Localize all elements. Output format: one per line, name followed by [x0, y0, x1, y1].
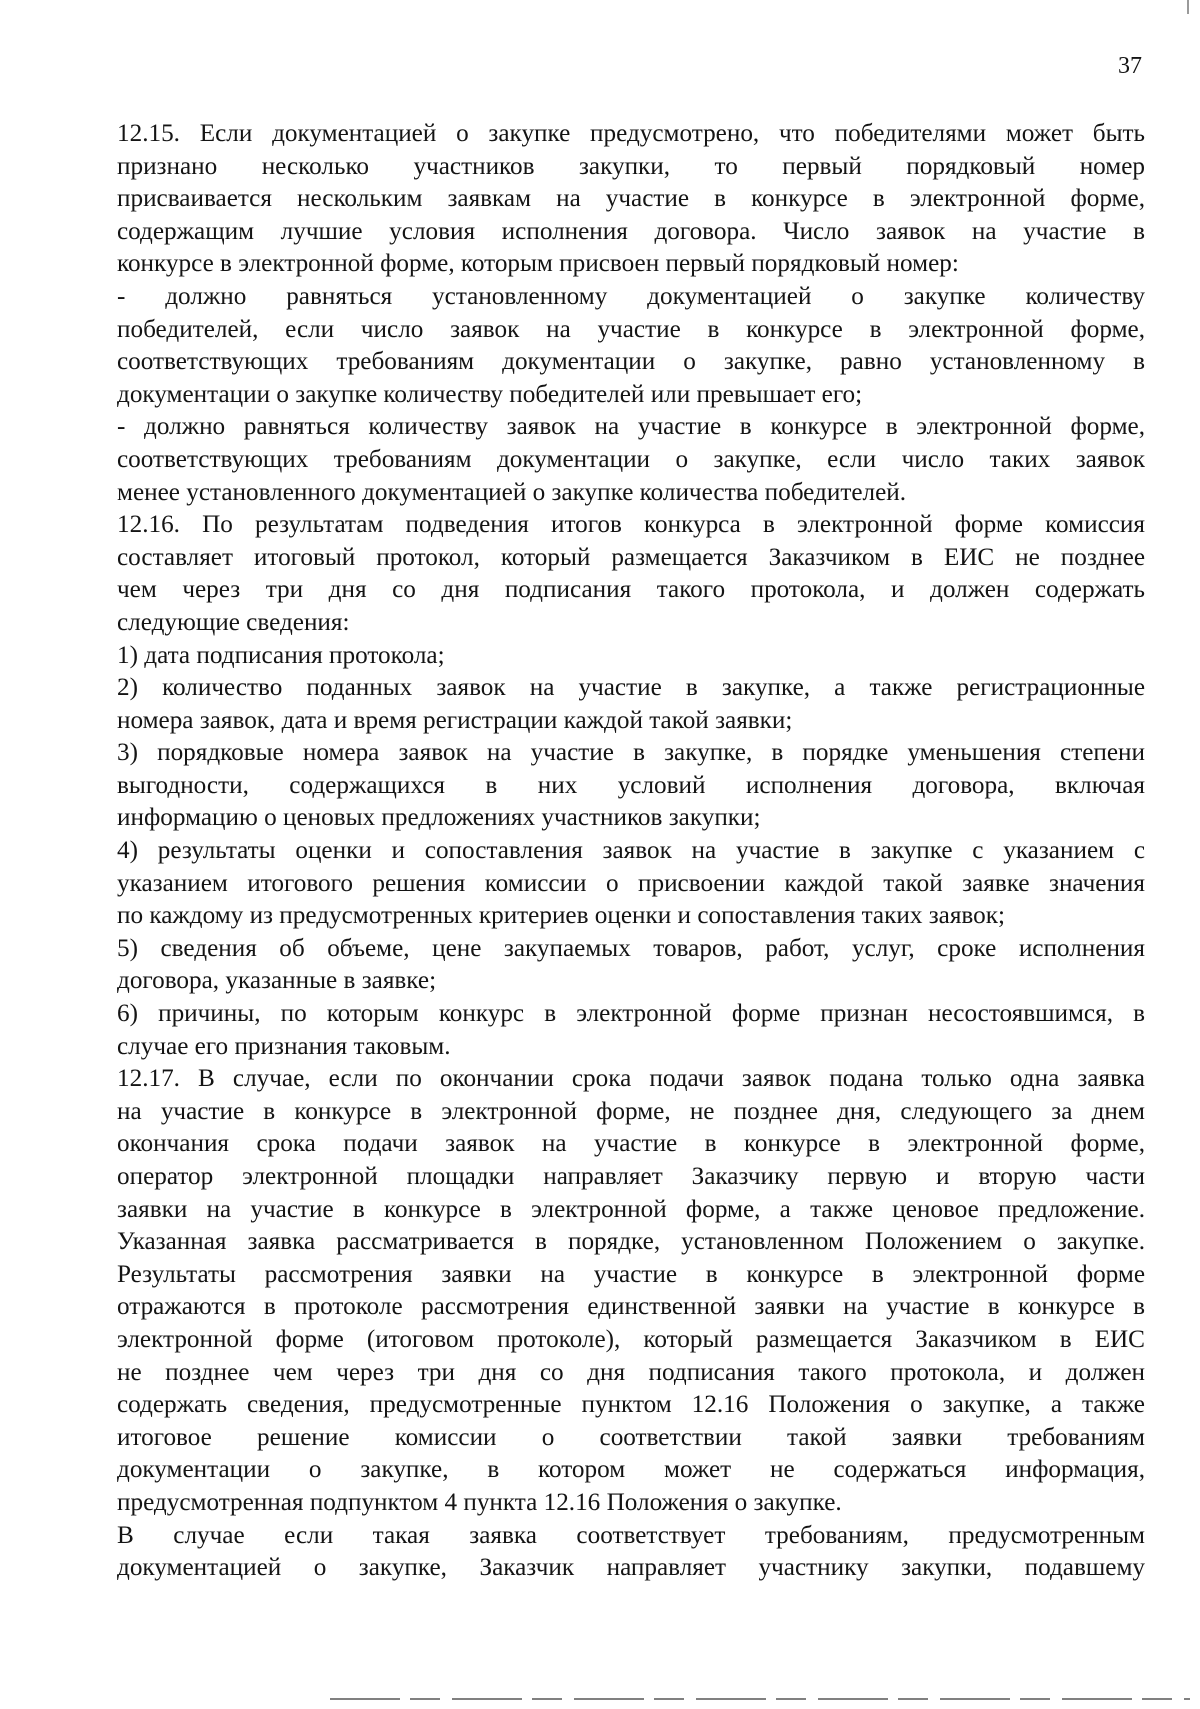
text-line: Результаты рассмотрения заявки на участие в конкурсе в электронной форме: [117, 1260, 1145, 1288]
text-line: присваивается нескольким заявкам на участие в конкурсе в электронной форме,: [117, 185, 1145, 213]
text-line: Указанная заявка рассматривается в порядке, установленном Положением о закупке.: [117, 1228, 1145, 1256]
text-line: договора, указанные в заявке;: [117, 967, 437, 995]
text-line: составляет итоговый протокол, который размещается Заказчиком в ЕИС не позднее: [117, 543, 1145, 571]
text-line: по каждому из предусмотренных критериев оценки и сопоставления таких заявок;: [117, 902, 1005, 930]
text-line: чем через три дня со дня подписания такого протокола, и должен содержать: [117, 576, 1145, 604]
text-line: победителей, если число заявок на участие в конкурсе в электронной форме,: [117, 315, 1145, 343]
text-line: В случае если такая заявка соответствует требованиям, предусмотренным: [117, 1521, 1145, 1549]
text-line: номера заявок, дата и время регистрации каждой такой заявки;: [117, 706, 793, 734]
scan-edge-mark: [1187, 0, 1189, 14]
text-line: менее установленного документацией о закупке количества победителей.: [117, 478, 907, 506]
text-line: - должно равняться установленному документацией о закупке количеству: [117, 282, 1145, 310]
text-line: документации о закупке количеству победителей или превышает его;: [117, 380, 863, 408]
text-line: на участие в конкурсе в электронной форме, не позднее дня, следующего за днем: [117, 1097, 1145, 1125]
document-body: [117, 118, 1145, 1585]
text-line: документации о закупке, в котором может не содержаться информация,: [117, 1456, 1145, 1484]
text-line: электронной форме (итоговом протоколе), который размещается Заказчиком в ЕИС: [117, 1325, 1145, 1353]
text-line: содержащим лучшие условия исполнения договора. Число заявок на участие в: [117, 217, 1145, 245]
page-number: 37: [1118, 53, 1142, 79]
text-line: 1) дата подписания протокола;: [117, 641, 445, 669]
text-line: предусмотренная подпунктом 4 пункта 12.16 Положения о закупке.: [117, 1488, 842, 1516]
text-line: - должно равняться количеству заявок на участие в конкурсе в электронной форме,: [117, 413, 1145, 441]
text-line: заявки на участие в конкурсе в электронной форме, а также ценовое предложение.: [117, 1195, 1145, 1223]
text-line: не позднее чем через три дня со дня подписания такого протокола, и должен: [117, 1358, 1145, 1386]
text-line: соответствующих требованиям документации о закупке, если число таких заявок: [117, 445, 1145, 473]
text-line: содержать сведения, предусмотренные пунктом 12.16 Положения о закупке, а также: [117, 1391, 1145, 1419]
text-line: случае его признания таковым.: [117, 1032, 451, 1060]
text-line: окончания срока подачи заявок на участие в конкурсе в электронной форме,: [117, 1130, 1145, 1158]
text-line: 2) количество поданных заявок на участие в закупке, а также регистрационные: [117, 674, 1145, 702]
text-line: указанием итогового решения комиссии о присвоении каждой такой заявке значения: [117, 869, 1145, 897]
text-line: 5) сведения об объеме, цене закупаемых товаров, работ, услуг, сроке исполнения: [117, 934, 1145, 962]
text-line: 6) причины, по которым конкурс в электронной форме признан несостоявшимся, в: [117, 1000, 1145, 1028]
text-line: 4) результаты оценки и сопоставления заявок на участие в закупке с указанием с: [117, 837, 1145, 865]
text-line: выгодности, содержащихся в них условий исполнения договора, включая: [117, 771, 1145, 799]
text-line: следующие сведения:: [117, 608, 350, 636]
text-line: документацией о закупке, Заказчик направляет участнику закупки, подавшему: [117, 1554, 1145, 1582]
text-line: отражаются в протоколе рассмотрения единственной заявки на участие в конкурсе в: [117, 1293, 1145, 1321]
text-line: 12.15. Если документацией о закупке предусмотрено, что победителями может быть: [117, 120, 1145, 147]
text-line: 12.16. По результатам подведения итогов конкурса в электронной форме комиссия: [117, 511, 1145, 539]
text-line: итоговое решение комиссии о соответствии такой заявки требованиям: [117, 1423, 1145, 1451]
scan-footer-rule: [330, 1698, 1190, 1700]
text-line: конкурсе в электронной форме, которым присвоен первый порядковый номер:: [117, 250, 959, 278]
text-line: 3) порядковые номера заявок на участие в закупке, в порядке уменьшения степени: [117, 739, 1145, 767]
text-line: информацию о ценовых предложениях участников закупки;: [117, 804, 761, 832]
text-line: соответствующих требованиям документации о закупке, равно установленному в: [117, 348, 1145, 376]
text-line: оператор электронной площадки направляет Заказчику первую и вторую части: [117, 1163, 1145, 1190]
text-line: 12.17. В случае, если по окончании срока подачи заявок подана только одна заявка: [117, 1065, 1145, 1093]
text-line: признано несколько участников закупки, то первый порядковый номер: [117, 152, 1145, 180]
